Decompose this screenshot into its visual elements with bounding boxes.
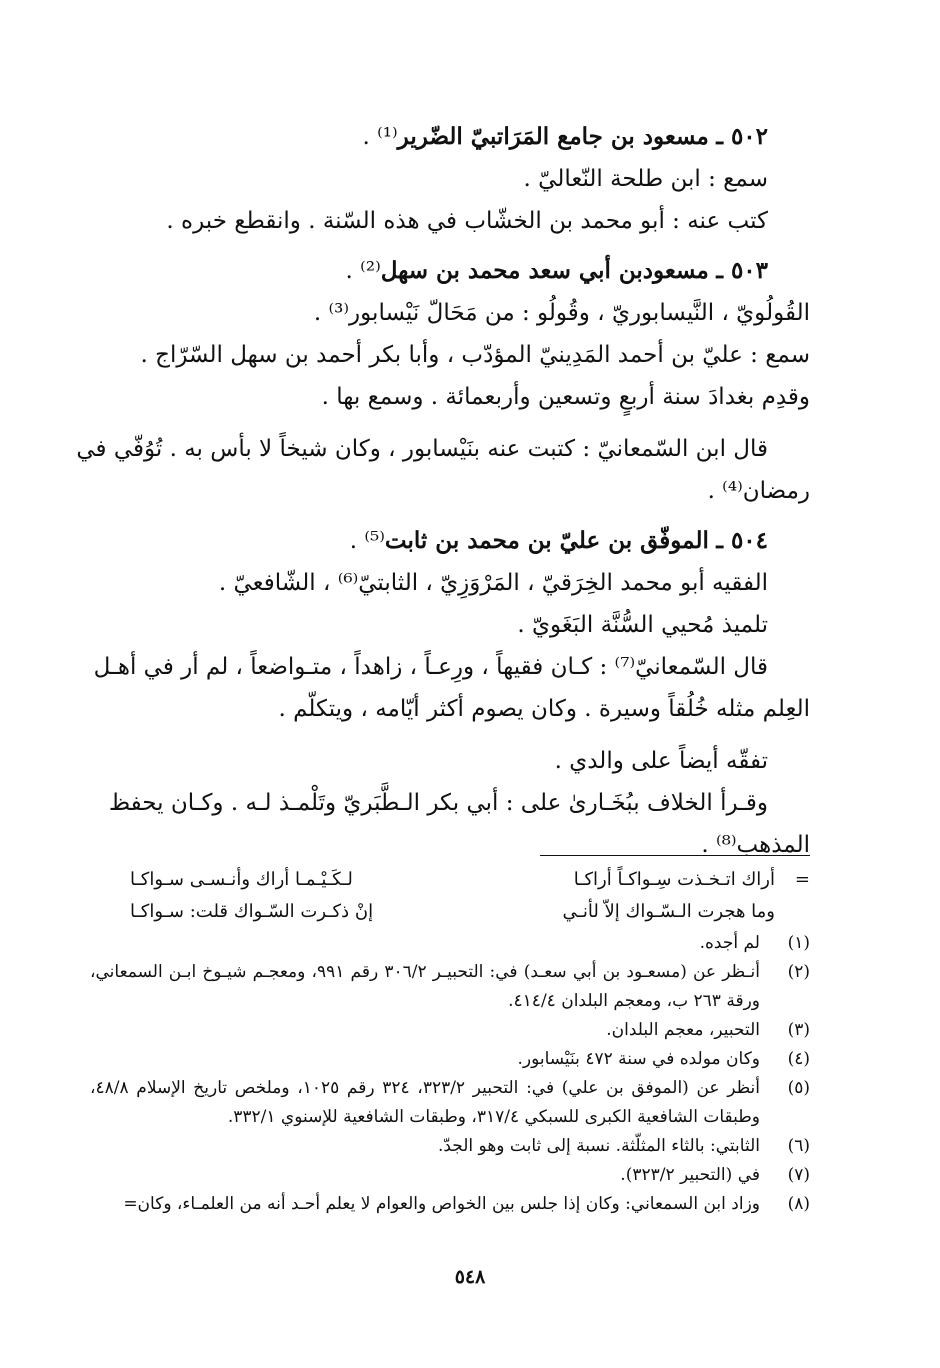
footnote-text: أنظر عن (الموفق بن علي) في: التحبير ٣٢٣/٢، ٣٢٤ رقم ١٠٢٥، وملخص تاريخ الإسلام ٤٨/٨، وطبقات الشافعية الكبرى للسبكي ٣١٧/٤، وطبقات الشافعية للإسنوي ٣٣٢/١. xyxy=(90,1078,761,1127)
text-line: المذهب⁽⁸⁾ . xyxy=(701,832,810,858)
footnote-separator xyxy=(540,855,810,856)
footnote xyxy=(90,1161,810,1190)
footnote-poem xyxy=(130,864,810,928)
entry-number: ٥٠٢ ـ xyxy=(716,123,768,150)
poem-verse xyxy=(130,864,810,896)
footnote-text: أنـظر عن (مسعـود بن أبي سعـد) في: التحبيـر ٣٠٦/٢ رقم ٩٩١، ومعجـم شيـوخ ابـن السمعاني، ورقة ٢٦٣ ب، ومعجم البلدان ٤١٤/٤. xyxy=(90,962,760,1011)
footnote xyxy=(90,1190,810,1219)
entry-502 xyxy=(130,116,810,242)
text-line: القُولُويّ ، النَّيسابوريّ ، وقُولُو : من مَحَالّ نَيْسابور⁽³⁾ . xyxy=(313,300,810,326)
footnote-number: (٤) xyxy=(787,1049,810,1069)
footnote xyxy=(90,1016,810,1045)
footnote-number: (٧) xyxy=(787,1165,810,1185)
text-line: سمع : ابن طلحة النّعاليّ . xyxy=(523,166,768,192)
entry-heading-tail: ⁽⁵⁾ . xyxy=(349,528,385,554)
text-line: العِلم مثله خُلُقاً وسيرة . وكان يصوم أكثر أيّامه ، ويتكلّم . xyxy=(278,696,810,722)
footnote-number: (٨) xyxy=(787,1194,810,1214)
poem-second-hemistich: إنْ ذكـرت السّـواك قلت: سـواكـا xyxy=(130,901,374,922)
page-number: ٥٤٨ xyxy=(454,1266,486,1288)
entry-number: ٥٠٤ ـ xyxy=(716,527,768,554)
footnote-text: وكان مولده في سنة ٤٧٢ بنَيْسابور. xyxy=(517,1049,760,1069)
footnote-text: لم أجده. xyxy=(699,933,760,953)
text-line: كتب عنه : أبو محمد بن الخشّاب في هذه السّنة . وانقطع خبره . xyxy=(166,208,768,234)
footnote-number: (٥) xyxy=(787,1078,810,1098)
footnote-number: (٢) xyxy=(787,962,810,982)
entry-name: الموفّق بن عليّ بن محمد بن ثابت xyxy=(384,527,709,554)
text-line: تلميذ مُحيي السُّنَّة البَغَويّ . xyxy=(517,612,768,638)
footnote xyxy=(90,929,810,958)
entry-503 xyxy=(76,250,810,512)
text-line: سمع : عليّ بن أحمد المَدِينيّ المؤدّب ، وأبا بكر أحمد بن سهل السّرّاج . xyxy=(140,342,810,368)
entry-heading xyxy=(130,116,810,158)
entry-heading xyxy=(130,250,810,292)
footnote xyxy=(90,1074,810,1132)
footnote-text: التحبير، معجم البلدان. xyxy=(606,1020,760,1040)
text-line: رمضان⁽⁴⁾ . xyxy=(707,478,810,504)
text-line: وقدِم بغدادَ سنة أربعٍ وتسعين وأربعمائة . وسمع بها . xyxy=(321,384,810,410)
entry-heading-tail: ⁽²⁾ . xyxy=(345,258,381,284)
footnote-text: وزاد ابن السمعاني: وكان إذا جلس بين الخواص والعوام لا يعلم أحـد أنه من العلمـاء، وكان= xyxy=(123,1194,760,1214)
footnotes xyxy=(90,929,810,1219)
main-text xyxy=(76,108,810,866)
poem-first-hemistich: أراك اتـخـذت سِـواكـاً أراكـا xyxy=(573,869,775,890)
footnote-number: (١) xyxy=(787,933,810,953)
text-line: تفقّه أيضاً على والدي . xyxy=(554,748,768,774)
entry-name: مسعودبن أبي سعد محمد بن سهل xyxy=(380,257,709,284)
entry-name: مسعود بن جامع المَرَاتبيّ الضّرير xyxy=(397,123,709,150)
footnote-text: في (التحبير ٣٢٣/٢). xyxy=(620,1165,760,1185)
footnote-text: الثابتي: بالثاء المثلّثة. نسبة إلى ثابت وهو الجدّ. xyxy=(437,1136,760,1156)
entry-heading-tail: ⁽¹⁾ . xyxy=(362,124,398,150)
text-line: وقـرأ الخلاف ببُخَـارىٰ على : أبي بكر الـطَّبَريّ وتَلْمـذ لـه . وكـان يحفظ xyxy=(108,790,768,816)
poem-verse xyxy=(130,896,810,928)
text-line: قال ابن السّمعانيّ : كتبت عنه بنَيْسابور ، وكان شيخاً لا بأس به . تُوُفّي في xyxy=(76,436,768,462)
footnote xyxy=(90,1045,810,1074)
entry-number: ٥٠٣ ـ xyxy=(716,257,768,284)
poem-second-hemistich: لـكَـيْـمـا أراك وأنـسـى سـواكـا xyxy=(130,869,353,890)
footnote-number: (٣) xyxy=(787,1020,810,1040)
text-line: الفقيه أبو محمد الخِرَقيّ ، المَرْوَزِيّ ، الثابتيّ⁽⁶⁾ ، الشّافعيّ . xyxy=(218,570,768,596)
continuation-mark: = xyxy=(794,869,810,890)
footnote xyxy=(90,1132,810,1161)
entry-504 xyxy=(93,520,810,866)
text-line: قال السّمعانيّ⁽⁷⁾ : كـان فقيهاً ، ورِعـاً ، زاهداً ، متـواضعاً ، لم أر في أهـل xyxy=(93,654,768,680)
poem-first-hemistich: وما هجرت الـسّـواك إلاّ لأنـي xyxy=(562,901,775,922)
entry-heading xyxy=(130,520,810,562)
footnote xyxy=(90,958,810,1016)
footnote-number: (٦) xyxy=(787,1136,810,1156)
